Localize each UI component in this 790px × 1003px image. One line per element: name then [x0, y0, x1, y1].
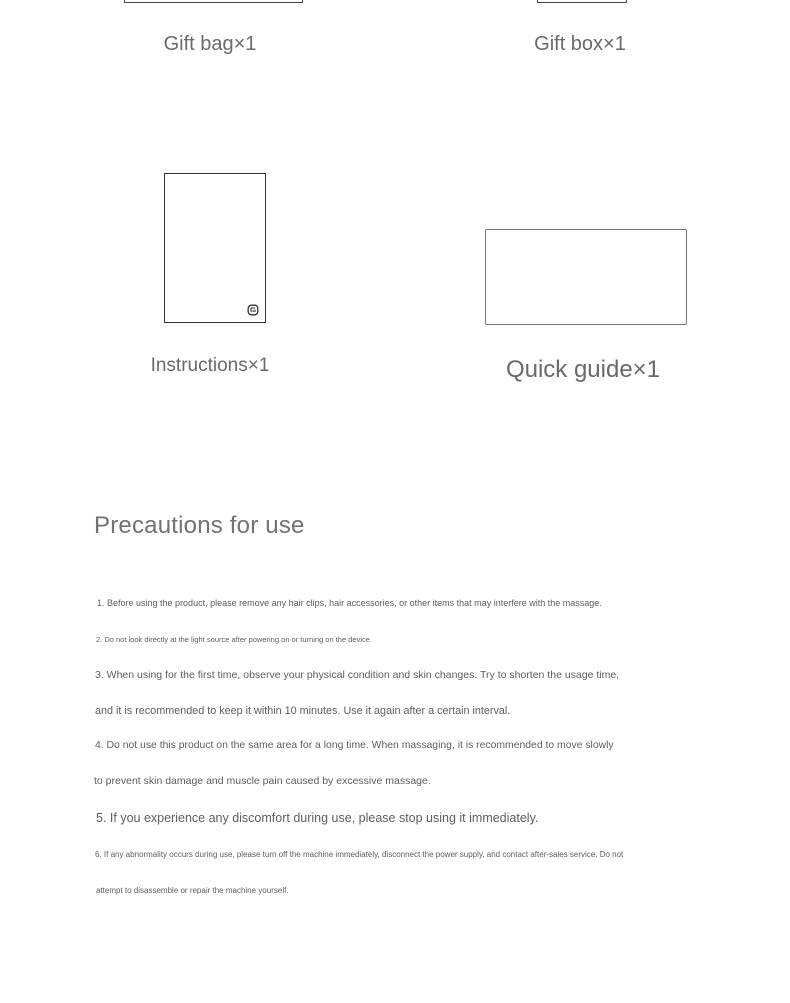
precaution-line-5: 4. Do not use this product on the same area for a long time. When massaging, it is recommended to move slowly	[95, 740, 614, 751]
instructions-label: Instructions×1	[150, 355, 270, 376]
precaution-line-1: 1. Before using the product, please remove any hair clips, hair accessories, or other items that may interfere with the massage.	[97, 598, 602, 608]
precaution-line-7: 5. If you experience any discomfort during use, please stop using it immediately.	[96, 811, 539, 825]
quick-guide-label: Quick guide×1	[505, 356, 661, 383]
brand-logo-icon	[247, 304, 259, 316]
precautions-title: Precautions for use	[94, 512, 305, 539]
precaution-line-9: attempt to disassemble or repair the machine yourself.	[96, 886, 289, 895]
quick-guide-card-illustration	[485, 229, 687, 325]
gift-bag-label: Gift bag×1	[163, 33, 257, 55]
precaution-line-4: and it is recommended to keep it within 10 minutes. Use it again after a certain interval.	[95, 705, 511, 717]
gift-box-illustration	[537, 0, 627, 3]
instructions-booklet-illustration	[164, 173, 266, 323]
precaution-line-8: 6. If any abnormality occurs during use, please turn off the machine immediately, disconnect the power supply, and contact after-sales service. Do not	[95, 850, 624, 859]
gift-box-label: Gift box×1	[534, 33, 626, 55]
precaution-line-3: 3. When using for the first time, observe your physical condition and skin changes. Try to shorten the usage time,	[95, 669, 620, 681]
precaution-line-6: to prevent skin damage and muscle pain caused by excessive massage.	[94, 775, 431, 787]
gift-bag-illustration	[124, 0, 303, 3]
precaution-line-2: 2. Do not look directly at the light source after powering on or turning on the device.	[96, 635, 372, 644]
